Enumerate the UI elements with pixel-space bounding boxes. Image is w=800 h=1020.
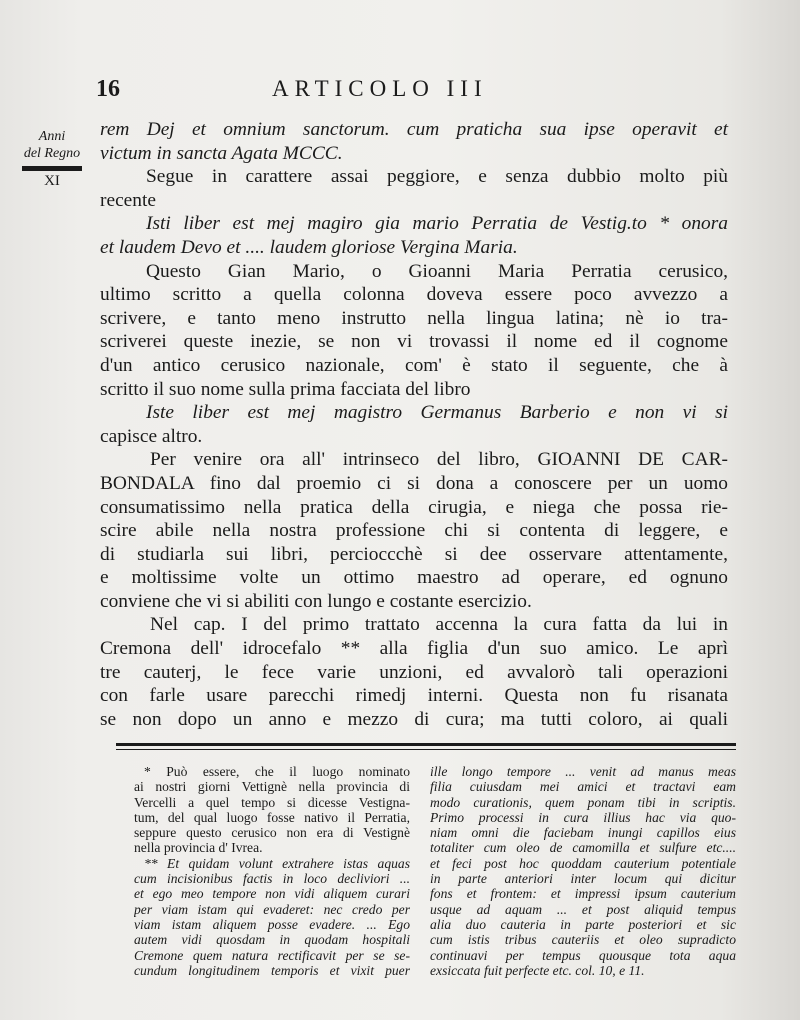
- footnote-line: Vercelli a quel tempo si dicesse Vestigna-: [134, 794, 410, 810]
- footnote-line: ** Et quidam volunt extrahere istas aquas: [144, 855, 410, 871]
- footnote-line: totaliter cum oleo de camomilla et sulfure etc....: [430, 840, 736, 856]
- body-line: d'un antico cerusico nazionale, com' è stato il seguente, che à: [100, 354, 728, 376]
- body-line: Isti liber est mej magiro gia mario Perratia de Vestig.to * onora: [146, 213, 728, 235]
- footnote-line: in parte anteriori inter locum qui dicitur: [430, 871, 736, 887]
- body-line: BONDALA fino dal proemio ci si dona a conoscere per un uomo: [100, 472, 728, 494]
- margin-note: [12, 128, 92, 190]
- page-number: 16: [96, 76, 120, 102]
- body-line: ultimo scritto a quella colonna doveva essere poco avvezzo a: [100, 284, 728, 306]
- footnote-line: seppure questo cerusico non era di Vestignè: [134, 825, 410, 841]
- footnote-line: viam istam aliquem posse evadere. ... Ego: [134, 916, 410, 932]
- footnote-line: et ego meo tempore non vidi aliquem curari: [134, 886, 410, 902]
- body-line: Questo Gian Mario, o Gioanni Maria Perratia cerusico,: [146, 260, 728, 282]
- footnote-line: Cremone quem natura rectificavit per se se-: [134, 947, 410, 963]
- footnote-line: nella provincia d' Ivrea.: [134, 840, 263, 856]
- margin-note-line: del Regno: [23, 146, 81, 161]
- footnote-line: cum incisionibus factis in loco decliviori ...: [134, 871, 410, 887]
- footnote-line: usque ad aquam ... et post aliquid tempus: [430, 901, 736, 917]
- separator-thin-rule: [116, 749, 736, 750]
- separator-thick-rule: [116, 743, 736, 746]
- body-text: [100, 118, 728, 731]
- footnote-line: cundum longitudinem temporis et vixit puer: [134, 962, 410, 978]
- body-line: scire abile nella nostra professione chi si contenta di leggere, e: [100, 520, 728, 542]
- margin-note-line: Anni: [38, 129, 66, 144]
- footnote-line: exsiccata fuit perfecte etc. col. 10, e 11.: [430, 962, 645, 978]
- body-line: conviene che vi si abiliti con lungo e costante esercizio.: [100, 590, 532, 612]
- footnote-line: modo curationis, quem ponam tibi in scriptis.: [430, 794, 736, 810]
- body-line: scrivere, e tanto meno instrutto nella lingua latina; nè io tra-: [100, 307, 728, 329]
- body-line: Nel cap. I del primo trattato accenna la cura fatta da lui in: [150, 614, 728, 636]
- footnote-line: Primo processi in cura illius hac via quo-: [430, 809, 736, 825]
- footnote-line: filia cuiusdam mei amici et tractavi eam: [430, 779, 736, 795]
- footnote-line: continuavi per tempus quousque tota aqua: [430, 947, 736, 963]
- body-line: recente: [100, 189, 156, 211]
- footnote-line: ille longo tempore ... venit ad manus meas: [430, 764, 736, 779]
- footnote-line: ai nostri giorni Vettignè nella provincia di: [134, 779, 410, 795]
- footnotes-right-column: [430, 764, 736, 978]
- footnote-line: autem vidi quosdam in quodam hospitali: [134, 932, 410, 948]
- body-line: Per venire ora all' intrinseco del libro, GIOANNI DE CAR-: [150, 449, 728, 471]
- margin-note-number: XI: [44, 173, 60, 189]
- running-head: ARTICOLO III: [272, 76, 488, 101]
- body-line: victum in sancta Agata MCCC.: [100, 142, 343, 164]
- footnote-line: * Può essere, che il luogo nominato: [144, 764, 410, 779]
- footnote-line: et feci post hoc quoddam cauterium potentiale: [430, 855, 736, 871]
- body-line: Segue in carattere assai peggiore, e senza dubbio molto più: [146, 166, 728, 188]
- body-line: Cremona dell' idrocefalo ** alla figlia d'un suo amico. Le aprì: [100, 638, 728, 660]
- footnotes-left-column: [134, 764, 410, 978]
- body-line: et laudem Devo et .... laudem gloriose Vergina Maria.: [100, 236, 518, 258]
- body-line: scritto il suo nome sulla prima facciata del libro: [100, 378, 471, 400]
- footnote-line: cum istis tribus cauteriis et oleo supradicto: [430, 932, 736, 948]
- body-line: Iste liber est mej magistro Germanus Barberio e non vi si: [146, 402, 728, 424]
- footnote-line: tum, del qual luogo fosse nativo il Perratia,: [134, 809, 410, 825]
- body-line: con farle usare parecchi rimedj interni. Questa non fu risanata: [100, 685, 728, 707]
- footnote-separator: [116, 743, 736, 750]
- footnote-line: alia duo cauteria in parte posteriori et sic: [430, 916, 736, 932]
- body-line: capisce altro.: [100, 425, 203, 447]
- body-line: tre cauterj, le fece varie unzioni, ed avvalorò tali operazioni: [100, 661, 728, 683]
- footnote-line: per viam istam qui evaderet: nec credo per: [134, 901, 410, 917]
- body-line: consumatissimo nella pratica della cirugia, e niega che possa rie-: [100, 496, 728, 518]
- body-line: e moltissime volte un ottimo maestro ad operare, ed ognuno: [100, 567, 728, 589]
- body-line: di studiarla sui libri, percioccchè si dee osservare attentamente,: [100, 543, 728, 565]
- body-line: scriverei queste inezie, se non vi trovassi il nome ed il cognome: [100, 331, 728, 353]
- footnote-line: fons et frontem: et impressi ipsum cauterium: [430, 886, 736, 902]
- margin-rule: [22, 166, 82, 171]
- body-line: se non dopo un anno e mezzo di cura; ma tutti coloro, ai quali: [100, 708, 728, 730]
- footnote-line: niam omni die faciebam inungi capillos eius: [430, 825, 736, 841]
- body-line: rem Dej et omnium sanctorum. cum praticha sua ipse operavit et: [100, 119, 728, 140]
